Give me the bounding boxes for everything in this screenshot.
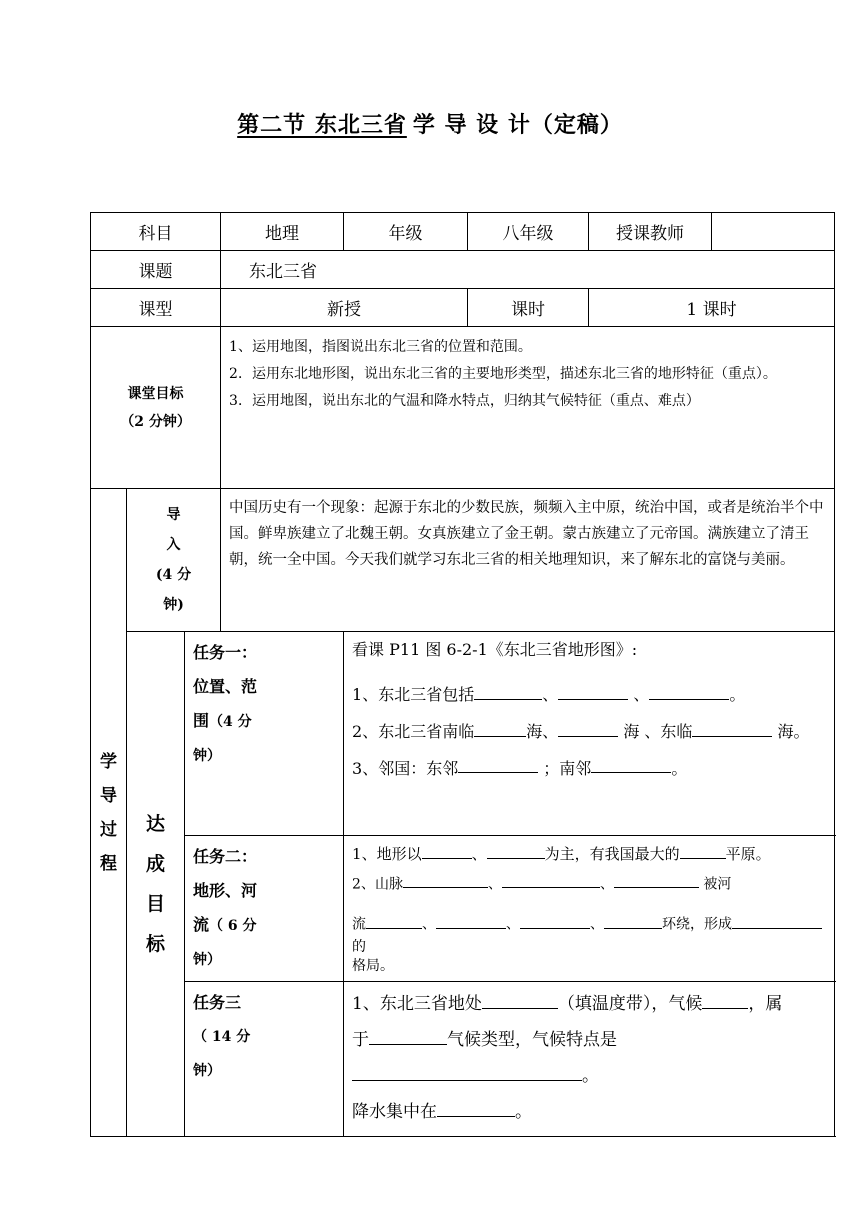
answer-blank[interactable] [558,719,618,737]
task1-row [91,632,835,836]
task1-q3: 3、邻国：东邻 ；南邻 。 [352,756,828,781]
answer-blank[interactable] [366,913,422,929]
answer-blank[interactable] [352,1062,582,1081]
objectives-row [91,327,835,489]
task2-label [185,836,344,982]
answer-blank[interactable] [520,913,590,929]
objectives-label-line1: 课堂目标 [127,385,184,402]
task1-label-line: 钟） [193,748,221,764]
title-rest: 学 导 设 计（定稿） [412,112,623,138]
answer-blank[interactable] [649,682,729,700]
intro-char: 入 [166,537,181,553]
teacher-label: 授课教师 [589,213,712,251]
intro-label [127,489,221,632]
task1-label [185,632,344,836]
header-row-1 [91,213,835,251]
task2-label-line: 任务二： [193,847,258,866]
answer-blank[interactable] [487,842,545,859]
type-value: 新授 [221,289,468,327]
answer-blank[interactable] [458,756,538,774]
goal-char: 目 [145,893,165,915]
answer-blank[interactable] [403,873,488,889]
task2-label-line: 地形、河 [193,881,258,900]
answer-blank[interactable] [558,682,628,700]
task1-q2: 2、东北三省南临 海、 海 、东临 海。 [352,719,828,744]
answer-blank[interactable] [437,1098,515,1117]
process-char: 导 [100,785,117,806]
task1-label-line: 围（4 分 [193,711,252,730]
task2-row [91,836,835,982]
header-row-3 [91,289,835,327]
process-char: 程 [100,853,117,874]
answer-blank[interactable] [502,873,600,889]
answer-blank[interactable] [692,719,772,737]
task2-body [344,836,835,982]
task3-body [344,982,835,1137]
answer-blank[interactable] [474,719,526,737]
task3-row [91,982,835,1137]
answer-blank[interactable] [369,1026,447,1045]
answer-blank[interactable] [680,842,726,859]
task2-q2: 2、山脉 、 、 被河 [352,873,828,896]
process-char: 过 [100,819,117,840]
task3-label-line: 钟） [193,1063,221,1079]
topic-label: 课题 [91,251,221,289]
type-label: 课型 [91,289,221,327]
grade-label: 年级 [344,213,468,251]
answer-blank[interactable] [591,756,671,774]
task2-label-line: 流（ 6 分 [193,915,257,934]
task1-q1: 1、东北三省包括 、 、 。 [352,682,828,707]
topic-value: 东北三省 [221,251,835,289]
objective-item: 1、运用地图，指图说出东北三省的位置和范围。 [229,339,532,355]
answer-blank[interactable] [604,913,662,929]
answer-blank[interactable] [436,913,506,929]
task1-intro: 看课 P11 图 6-2-1《东北三省地形图》: [352,640,638,659]
intro-row [91,489,835,632]
task2-q1: 1、地形以 、 为主，有我国最大的 平原。 [352,842,828,865]
answer-blank[interactable] [702,990,748,1009]
subject-label: 科目 [91,213,221,251]
page-title [0,108,860,139]
intro-time: 钟) [163,597,184,613]
objectives-label-line2: （2 分钟） [120,413,191,430]
task3-label [185,982,344,1137]
answer-blank[interactable] [474,682,542,700]
task2-label-line: 钟） [193,952,221,968]
task3-q3: 降水集中在 。 [352,1094,828,1130]
process-char: 学 [100,751,117,772]
process-label [91,489,127,1137]
task2-q3: 流 、 、 、 环绕，形成的 [352,913,828,958]
header-row-2 [91,251,835,289]
title-underlined: 第二节 东北三省 [237,112,407,138]
objective-item: 2．运用东北地形图，说出东北三省的主要地形类型，描述东北三省的地形特征（重点）。 [229,366,777,382]
hours-label: 课时 [468,289,589,327]
answer-blank[interactable] [422,842,472,859]
task3-q2: 于 气候类型，气候特点是。 [352,1022,828,1094]
objective-item: 3．运用地图，说出东北的气温和降水特点，归纳其气候特征（重点、难点） [229,393,700,409]
answer-blank[interactable] [614,873,699,889]
objectives-label [91,327,221,489]
task2-q4: 格局。 [352,958,395,975]
intro-char: 导 [166,507,181,523]
teacher-value [712,213,835,251]
goal-char: 成 [145,853,165,875]
task1-body [344,632,835,836]
goal-char: 达 [145,813,165,835]
task3-label-line: 任务三 [193,993,242,1012]
goal-char: 标 [145,933,165,955]
task1-label-line: 任务一： [193,643,258,662]
grade-value: 八年级 [468,213,589,251]
answer-blank[interactable] [482,990,558,1009]
intro-text: 中国历史有一个现象：起源于东北的少数民族，频频入主中原，统治中国，或者是统治半个中国。鲜卑族建立了北魏王朝。女真族建立了金王朝。蒙古族建立了元帝国。满族建立了清王朝，统一全中国。今天我们就学习东北三省的相关地理知识，来了解东北的富饶与美丽。 [221,489,835,632]
task1-label-line: 位置、范 [193,677,258,696]
answer-blank[interactable] [732,913,822,929]
subject-value: 地理 [221,213,344,251]
lesson-plan-table [90,212,835,1137]
task3-q1: 1、东北三省地处 （填温度带），气候 ，属 [352,986,828,1022]
intro-time: (4 分 [155,567,192,583]
hours-value: 1 课时 [589,289,835,327]
objectives-text [221,327,835,489]
goal-label [127,632,185,1137]
task3-label-line: （ 14 分 [193,1029,251,1045]
